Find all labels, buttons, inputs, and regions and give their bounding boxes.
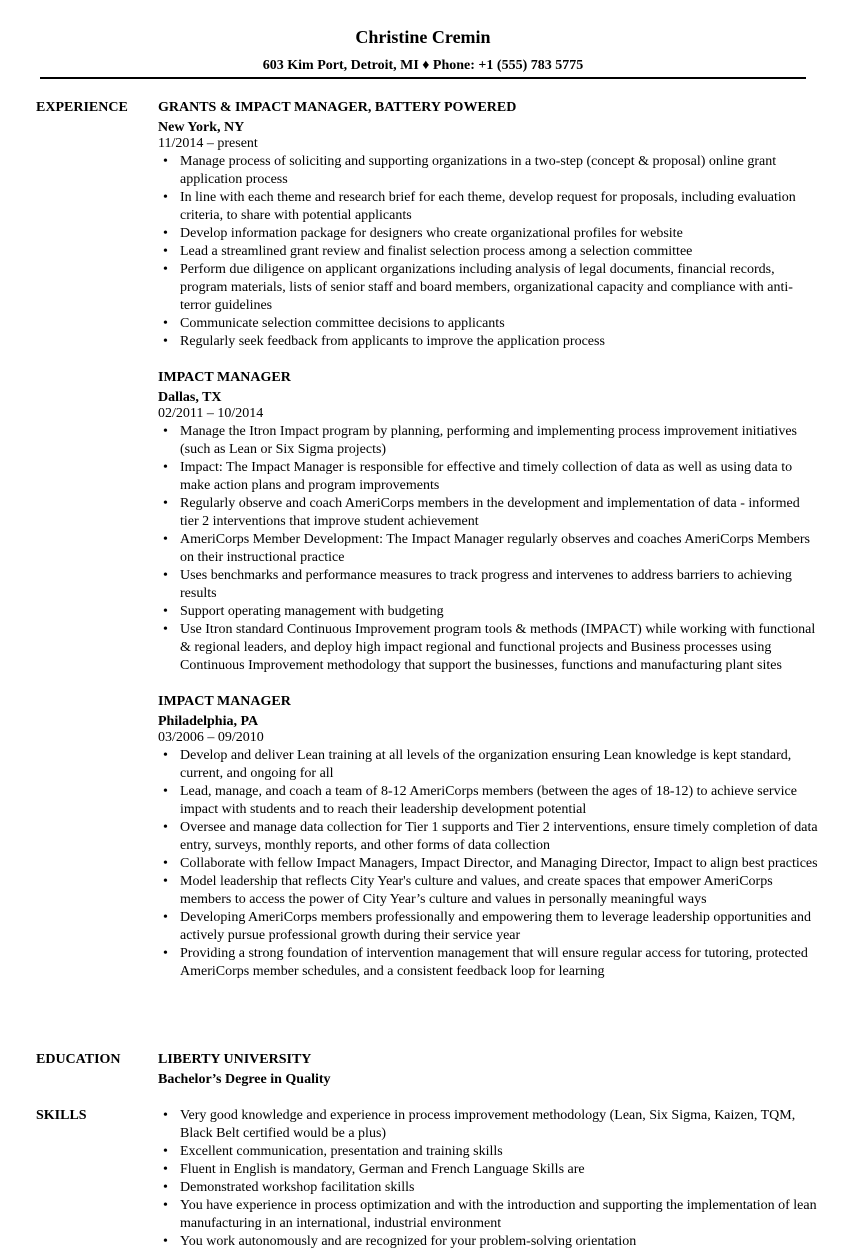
header-divider bbox=[40, 77, 806, 79]
bullet-dot-icon: • bbox=[163, 1108, 168, 1123]
bullet-text: Excellent communication, presentation and training skills bbox=[180, 1144, 503, 1159]
bullet-text: Develop information package for designers who create organizational profiles for website bbox=[180, 226, 683, 241]
bullet-dot-icon: • bbox=[163, 874, 168, 889]
bullet-item bbox=[158, 1143, 818, 1161]
bullet-text: Perform due diligence on applicant organizations including analysis of legal documents, financial records, program materials, lists of senior staff and board members, organizational capacity and compliance with anti-terror guidelines bbox=[180, 262, 793, 313]
job-location: New York, NY bbox=[158, 120, 245, 135]
bullet-item bbox=[158, 1197, 818, 1233]
job-entry bbox=[158, 99, 818, 351]
bullet-text: Impact: The Impact Manager is responsible for effective and timely collection of data as well as using data to make action plans and program improvements bbox=[180, 460, 793, 493]
bullet-dot-icon: • bbox=[163, 424, 168, 439]
bullet-dot-icon: • bbox=[163, 1162, 168, 1177]
bullet-dot-icon: • bbox=[163, 604, 168, 619]
bullet-text: AmeriCorps Member Development: The Impact Manager regularly observes and coaches AmeriCorps Members on their instructional practice bbox=[180, 532, 810, 565]
bullet-item bbox=[158, 423, 818, 459]
bullet-item bbox=[158, 909, 818, 945]
bullet-item bbox=[158, 1233, 818, 1251]
bullet-text: Communicate selection committee decisions to applicants bbox=[180, 316, 505, 331]
education-entry bbox=[158, 1051, 818, 1089]
bullet-item bbox=[158, 621, 818, 675]
bullet-dot-icon: • bbox=[163, 226, 168, 241]
bullet-dot-icon: • bbox=[163, 784, 168, 799]
bullet-dot-icon: • bbox=[163, 460, 168, 475]
job-location: Philadelphia, PA bbox=[158, 714, 259, 729]
bullet-text: Collaborate with fellow Impact Managers, Impact Director, and Managing Director, Impact to align best practices bbox=[180, 856, 818, 871]
bullet-dot-icon: • bbox=[163, 1180, 168, 1195]
bullet-dot-icon: • bbox=[163, 154, 168, 169]
bullet-item bbox=[158, 261, 818, 315]
skills-list bbox=[158, 1107, 818, 1251]
bullet-text: Develop and deliver Lean training at all levels of the organization ensuring Lean knowledge is kept standard, current, and ongoing for all bbox=[180, 748, 792, 781]
bullet-item bbox=[158, 1107, 818, 1143]
job-dates: 11/2014 – present bbox=[158, 136, 258, 151]
bullet-text: Manage process of soliciting and supporting organizations in a two-step (concept & proposal) online grant application process bbox=[180, 154, 777, 187]
bullet-dot-icon: • bbox=[163, 820, 168, 835]
bullet-text: Lead a streamlined grant review and finalist selection process among a selection committee bbox=[180, 244, 693, 259]
bullet-text: Demonstrated workshop facilitation skills bbox=[180, 1180, 415, 1195]
bullet-text: Oversee and manage data collection for Tier 1 supports and Tier 2 interventions, ensure timely completion of data entry, surveys, monthly reports, and other forms of data collection bbox=[180, 820, 818, 853]
bullet-dot-icon: • bbox=[163, 316, 168, 331]
job-title: IMPACT MANAGER bbox=[158, 694, 291, 709]
bullet-item bbox=[158, 153, 818, 189]
bullet-dot-icon: • bbox=[163, 190, 168, 205]
bullet-item bbox=[158, 603, 818, 621]
bullet-text: Regularly seek feedback from applicants to improve the application process bbox=[180, 334, 605, 349]
job-dates: 03/2006 – 09/2010 bbox=[158, 730, 264, 745]
bullet-item bbox=[158, 333, 818, 351]
job-bullets bbox=[158, 747, 818, 981]
job-bullets bbox=[158, 423, 818, 675]
bullet-text: In line with each theme and research brief for each theme, develop request for proposals, including evaluation criteria, to share with potential applicants bbox=[180, 190, 796, 223]
bullet-text: You have experience in process optimization and with the introduction and supporting the implementation of lean manufacturing in an international, industrial environment bbox=[180, 1198, 817, 1231]
bullet-text: Providing a strong foundation of intervention management that will ensure regular access for tutoring, protected AmeriCorps member schedules, and a consistent feedback loop for learning bbox=[180, 946, 808, 979]
job-title: IMPACT MANAGER bbox=[158, 370, 291, 385]
job-title: GRANTS & IMPACT MANAGER, BATTERY POWERED bbox=[158, 100, 517, 115]
bullet-item bbox=[158, 315, 818, 333]
contact-line: 603 Kim Port, Detroit, MI ♦ Phone: +1 (555) 783 5775 bbox=[262, 58, 584, 73]
bullet-item bbox=[158, 225, 818, 243]
job-entry bbox=[158, 369, 818, 675]
bullet-text: Very good knowledge and experience in process improvement methodology (Lean, Six Sigma, Kaizen, TQM, Black Belt certified would be a plus) bbox=[180, 1108, 796, 1141]
bullet-dot-icon: • bbox=[163, 748, 168, 763]
bullet-item bbox=[158, 567, 818, 603]
bullet-item bbox=[158, 783, 818, 819]
bullet-item bbox=[158, 531, 818, 567]
resume-header bbox=[40, 25, 806, 79]
bullet-dot-icon: • bbox=[163, 1144, 168, 1159]
bullet-text: Uses benchmarks and performance measures to track progress and intervenes to address barriers to achieving results bbox=[180, 568, 792, 601]
bullet-text: Fluent in English is mandatory, German and French Language Skills are bbox=[180, 1162, 585, 1177]
education-school: LIBERTY UNIVERSITY bbox=[158, 1052, 312, 1067]
experience-list bbox=[158, 99, 818, 999]
skills-list-container bbox=[158, 1107, 818, 1251]
bullet-text: Developing AmeriCorps members professionally and empowering them to leverage leadership opportunities and actively pursue professional growth during their service year bbox=[180, 910, 812, 943]
bullet-text: You work autonomously and are recognized for your problem-solving orientation bbox=[180, 1234, 637, 1249]
bullet-text: Lead, manage, and coach a team of 8-12 AmeriCorps members (between the ages of 18-12) to achieve service impact with students and to reach their leadership development potential bbox=[180, 784, 797, 817]
bullet-item bbox=[158, 819, 818, 855]
bullet-item bbox=[158, 873, 818, 909]
bullet-dot-icon: • bbox=[163, 856, 168, 871]
section-label-experience: EXPERIENCE bbox=[36, 100, 128, 115]
bullet-item bbox=[158, 855, 818, 873]
bullet-item bbox=[158, 243, 818, 261]
section-label-education: EDUCATION bbox=[36, 1052, 121, 1067]
candidate-name: Christine Cremin bbox=[355, 27, 491, 47]
bullet-item bbox=[158, 1161, 818, 1179]
education-degree: Bachelor’s Degree in Quality bbox=[158, 1072, 331, 1087]
bullet-dot-icon: • bbox=[163, 946, 168, 961]
bullet-text: Manage the Itron Impact program by planning, performing and implementing process improvement initiatives (such as Lean or Six Sigma projects) bbox=[180, 424, 798, 457]
bullet-dot-icon: • bbox=[163, 532, 168, 547]
bullet-dot-icon: • bbox=[163, 244, 168, 259]
job-bullets bbox=[158, 153, 818, 351]
bullet-dot-icon: • bbox=[163, 910, 168, 925]
bullet-item bbox=[158, 459, 818, 495]
bullet-dot-icon: • bbox=[163, 334, 168, 349]
bullet-dot-icon: • bbox=[163, 1234, 168, 1249]
bullet-dot-icon: • bbox=[163, 1198, 168, 1213]
bullet-item bbox=[158, 1179, 818, 1197]
bullet-dot-icon: • bbox=[163, 262, 168, 277]
bullet-dot-icon: • bbox=[163, 496, 168, 511]
bullet-text: Use Itron standard Continuous Improvement program tools & methods (IMPACT) while working with functional & regional leaders, and deploy high impact regional and functional projects and Business processes using Continuous Improvement methodology that support the businesses, functions and manufacturing plant sites bbox=[180, 622, 816, 673]
bullet-text: Regularly observe and coach AmeriCorps members in the development and implementation of data - informed tier 2 interventions that improve student achievement bbox=[180, 496, 800, 529]
section-label-skills: SKILLS bbox=[36, 1108, 87, 1123]
bullet-dot-icon: • bbox=[163, 568, 168, 583]
job-entry bbox=[158, 693, 818, 981]
job-location: Dallas, TX bbox=[158, 390, 222, 405]
bullet-item bbox=[158, 495, 818, 531]
bullet-item bbox=[158, 747, 818, 783]
bullet-dot-icon: • bbox=[163, 622, 168, 637]
bullet-text: Support operating management with budgeting bbox=[180, 604, 444, 619]
bullet-item bbox=[158, 945, 818, 981]
bullet-item bbox=[158, 189, 818, 225]
bullet-text: Model leadership that reflects City Year's culture and values, and create spaces that empower AmeriCorps members to access the power of City Year’s culture and values in personally meaningful ways bbox=[180, 874, 773, 907]
job-dates: 02/2011 – 10/2014 bbox=[158, 406, 264, 421]
